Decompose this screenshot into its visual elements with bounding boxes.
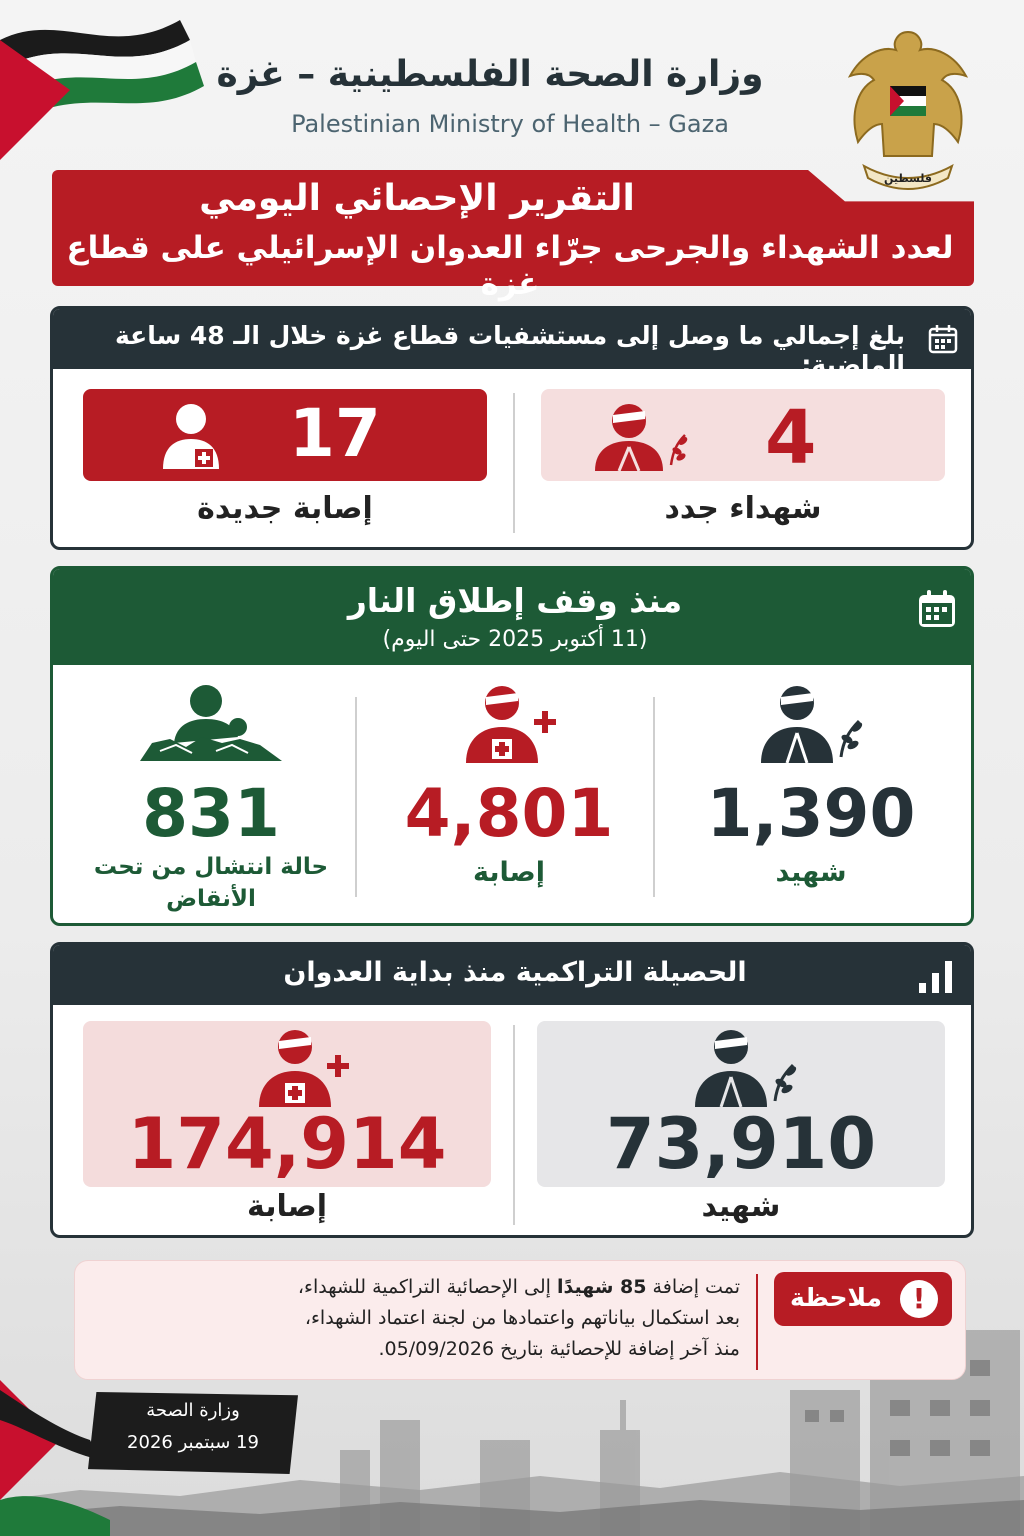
injured-person-icon (454, 681, 564, 765)
martyr-icon (751, 681, 871, 765)
footer-org: وزارة الصحة (146, 1400, 240, 1421)
martyr-icon (593, 401, 693, 473)
calendar-icon (927, 323, 959, 355)
divider (513, 1025, 515, 1225)
note-highlight: 85 شهيدًا (556, 1276, 647, 1298)
injured-person-icon (247, 1025, 357, 1109)
injured-person-icon (159, 401, 223, 471)
palestine-flag-image (0, 0, 210, 170)
ministry-title-english: Palestinian Ministry of Health – Gaza (291, 110, 729, 138)
ceasefire-title: منذ وقف إطلاق النار (347, 581, 683, 620)
note-line-3: منذ آخر إضافة للإحصائية بتاريخ 05/09/2026. (378, 1338, 740, 1360)
footer-date: 19 سبتمبر 2026 (127, 1432, 259, 1453)
ceasefire-martyrs-value: 1,390 (706, 775, 916, 852)
new-injuries-label: إصابة جديدة (197, 491, 373, 526)
ceasefire-section (50, 566, 974, 926)
cumulative-martyrs-label: شهيد (701, 1189, 781, 1224)
cumulative-injuries-value: 174,914 (127, 1103, 447, 1185)
cumulative-title: الحصيلة التراكمية منذ بداية العدوان (283, 957, 747, 988)
new-injuries-box (83, 389, 487, 481)
ceasefire-injuries-label: إصابة (473, 857, 545, 888)
exclamation-icon: ! (900, 1280, 938, 1318)
rubble-rescue-icon (136, 681, 286, 765)
calendar-icon (917, 589, 957, 629)
report-title: التقرير الإحصائي اليومي (199, 178, 635, 219)
rubble-recovery-label: حالة انتشال من تحت الأنقاض (93, 854, 329, 912)
note-line-2: بعد استكمال بياناتهم واعتمادها من لجنة اعتماد الشهداء، (304, 1307, 740, 1329)
cumulative-martyrs-value: 73,910 (605, 1103, 877, 1185)
divider (756, 1274, 758, 1370)
ceasefire-injuries-stat (359, 677, 659, 917)
divider (355, 697, 357, 897)
divider (513, 393, 515, 533)
note-text (280, 1272, 740, 1365)
report-subtitle: لعدد الشهداء والجرحى جرّاء العدوان الإسرائيلي على قطاع غزة (66, 230, 954, 302)
svg-text:فلسطين: فلسطين (884, 172, 932, 185)
last-48h-heading: بلغ إجمالي ما وصل إلى مستشفيات قطاع غزة خلال الـ 48 ساعة الماضية: (114, 321, 905, 379)
martyr-icon (685, 1025, 805, 1109)
new-martyrs-value: 4 (765, 395, 817, 481)
new-injuries-value: 17 (289, 395, 381, 472)
bar-chart-icon (917, 959, 955, 993)
divider (653, 697, 655, 897)
rubble-recovery-stat (61, 677, 361, 917)
palestine-eagle-emblem (842, 24, 974, 192)
ceasefire-subtitle: (11 أكتوبر 2025 حتى اليوم) (382, 627, 648, 652)
note-line-1: تمت إضافة 85 شهيدًا إلى الإحصائية التراكمية للشهداء، (297, 1276, 740, 1298)
rubble-recovery-value: 831 (142, 775, 280, 852)
new-martyrs-label: شهداء جدد (664, 491, 822, 526)
ministry-title-arabic: وزارة الصحة الفلسطينية – غزة (216, 54, 764, 95)
ceasefire-injuries-value: 4,801 (404, 775, 614, 852)
cumulative-injuries-label: إصابة (247, 1189, 327, 1224)
ceasefire-martyrs-stat (661, 677, 961, 917)
ceasefire-martyrs-label: شهيد (775, 857, 847, 888)
note-badge-label: ملاحظة (790, 1283, 882, 1312)
cumulative-section (50, 942, 974, 1238)
last-48h-section (50, 306, 974, 550)
